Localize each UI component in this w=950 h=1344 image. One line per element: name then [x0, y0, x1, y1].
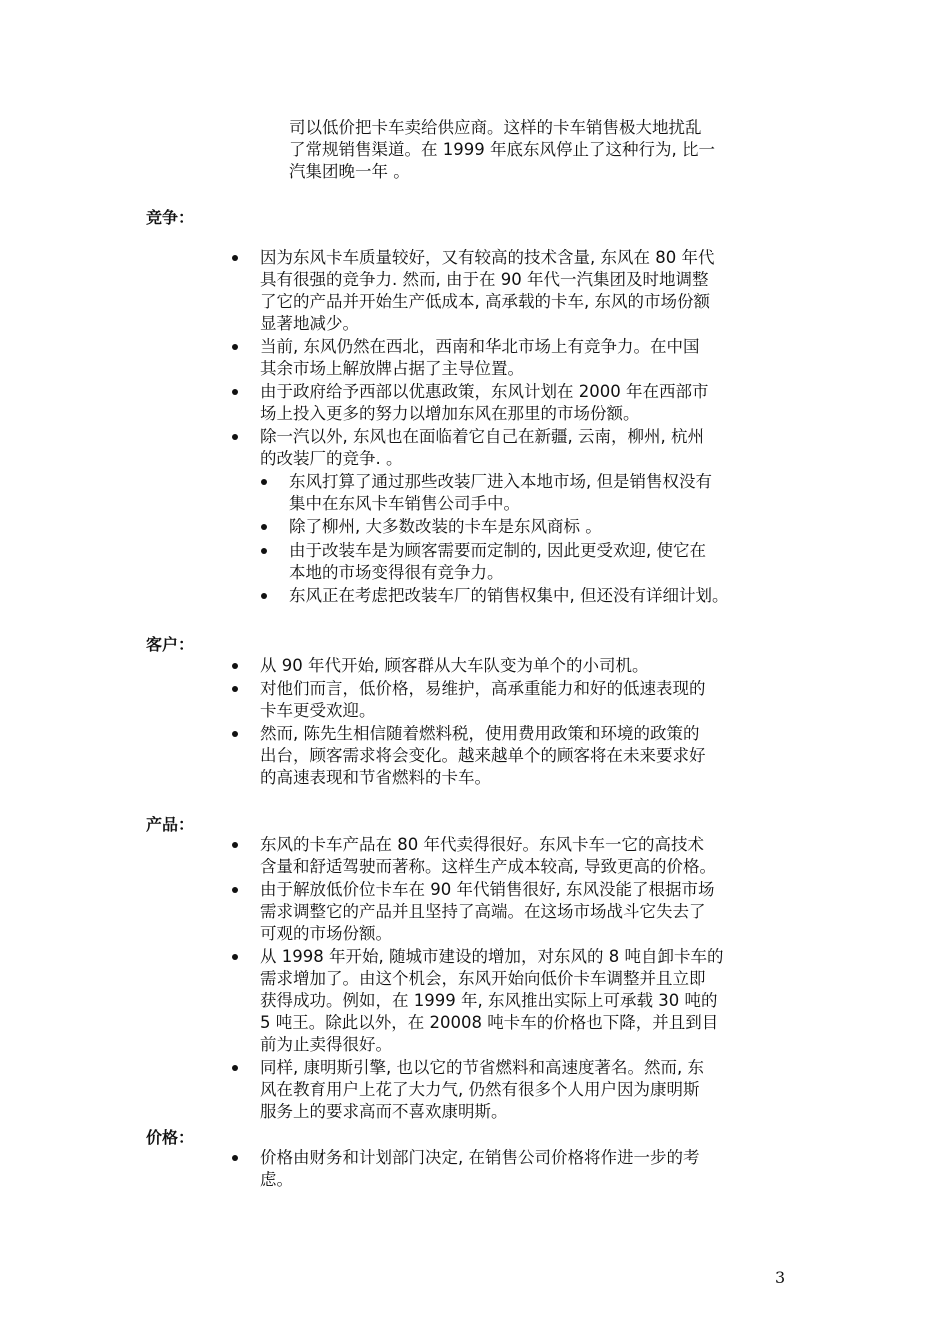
sub-bullet-icon — [261, 524, 267, 530]
list-item-line: 东风的卡车产品在 80 年代卖得很好。东风卡车一它的高技术 — [260, 835, 704, 854]
list-item-line: 前为止卖得很好。 — [260, 1035, 392, 1054]
sub-item-line: 本地的市场变得很有竞争力。 — [289, 563, 504, 582]
sub-bullet-icon — [261, 548, 267, 554]
list-item-line: 显著地减少。 — [260, 314, 359, 333]
list-item-line: 卡车更受欢迎。 — [260, 701, 376, 720]
sub-bullet-icon — [261, 479, 267, 485]
list-item-line: 对他们而言，低价格，易维护，高承重能力和好的低速表现的 — [260, 679, 706, 698]
list-item-line: 当前, 东风仍然在西北，西南和华北市场上有竞争力。在中国 — [260, 337, 700, 356]
list-item-line: 因为东风卡车质量较好，又有较高的技术含量, 东风在 80 年代 — [260, 248, 715, 267]
sub-item-line: 东风打算了通过那些改装厂进入本地市场, 但是销售权没有 — [289, 472, 712, 491]
list-item-line: 由于政府给予西部以优惠政策，东风计划在 2000 年在西部市 — [260, 382, 709, 401]
sub-bullet-icon — [261, 593, 267, 599]
bullet-icon — [232, 255, 238, 261]
list-item-line: 需求增加了。由这个机会，东风开始向低价卡车调整并且立即 — [260, 969, 706, 988]
list-item-line: 风在教育用户上花了大力气, 仍然有很多个人用户因为康明斯 — [260, 1080, 700, 1099]
list-item-line: 的改装厂的竞争. 。 — [260, 449, 403, 468]
sub-item-line: 除了柳州, 大多数改装的卡车是东风商标 。 — [289, 517, 602, 536]
list-item-line: 的高速表现和节省燃料的卡车。 — [260, 768, 491, 787]
list-item-line: 其余市场上解放牌占据了主导位置。 — [260, 359, 524, 378]
bullet-icon — [232, 1065, 238, 1071]
page-number: 3 — [775, 1268, 786, 1287]
list-item-line: 5 吨王。除此以外，在 20008 吨卡车的价格也下降，并且到目 — [260, 1013, 719, 1032]
list-item-line: 具有很强的竞争力. 然而, 由于在 90 年代一汽集团及时地调整 — [260, 270, 709, 289]
bullet-icon — [232, 954, 238, 960]
list-item-line: 然而, 陈先生相信随着燃料税，使用费用政策和环境的政策的 — [260, 724, 700, 743]
bullet-icon — [232, 686, 238, 692]
bullet-icon — [232, 731, 238, 737]
sub-item-line: 集中在东风卡车销售公司手中。 — [289, 494, 520, 513]
list-item-line: 了它的产品并开始生产低成本, 高承载的卡车, 东风的市场份额 — [260, 292, 710, 311]
list-item-line: 出台，顾客需求将会变化。越来越单个的顾客将在未来要求好 — [260, 746, 706, 765]
section-heading-products: 产品： — [146, 815, 195, 834]
list-item-line: 获得成功。例如，在 1999 年, 东风推出实际上可承载 30 吨的 — [260, 991, 718, 1010]
list-item-line: 虑。 — [260, 1170, 293, 1189]
section-heading-pricing: 价格： — [146, 1128, 195, 1147]
list-item-line: 从 1998 年开始, 随城市建设的增加，对东风的 8 吨自卸卡车的 — [260, 947, 724, 966]
section-heading-customers: 客户： — [146, 635, 195, 654]
list-item-line: 含量和舒适驾驶而著称。这样生产成本较高, 导致更高的价格。 — [260, 857, 716, 876]
bullet-icon — [232, 842, 238, 848]
bullet-icon — [232, 1155, 238, 1161]
bullet-icon — [232, 389, 238, 395]
list-item-line: 从 90 年代开始, 顾客群从大车队变为单个的小司机。 — [260, 656, 649, 675]
list-item-line: 服务上的要求高而不喜欢康明斯。 — [260, 1102, 508, 1121]
sub-item-line: 由于改装车是为顾客需要而定制的, 因此更受欢迎, 使它在 — [289, 541, 706, 560]
list-item-line: 场上投入更多的努力以增加东风在那里的市场份额。 — [260, 404, 640, 423]
section-heading-competition: 竞争： — [146, 208, 195, 227]
bullet-icon — [232, 434, 238, 440]
list-item-line: 同样, 康明斯引擎, 也以它的节省燃料和高速度著名。然而, 东 — [260, 1058, 704, 1077]
bullet-icon — [232, 344, 238, 350]
sub-item-line: 东风正在考虑把改装车厂的销售权集中, 但还没有详细计划。 — [289, 586, 729, 605]
intro-line: 汽集团晚一年 。 — [289, 162, 410, 181]
intro-line: 司以低价把卡车卖给供应商。这样的卡车销售极大地扰乱 — [289, 118, 702, 137]
list-item-line: 可观的市场份额。 — [260, 924, 392, 943]
bullet-icon — [232, 663, 238, 669]
list-item-line: 由于解放低价位卡车在 90 年代销售很好, 东风没能了根据市场 — [260, 880, 715, 899]
list-item-line: 除一汽以外, 东风也在面临着它自己在新疆, 云南，柳州, 杭州 — [260, 427, 704, 446]
bullet-icon — [232, 887, 238, 893]
intro-line: 了常规销售渠道。在 1999 年底东风停止了这种行为, 比一 — [289, 140, 715, 159]
list-item-line: 价格由财务和计划部门决定, 在销售公司价格将作进一步的考 — [260, 1148, 700, 1167]
list-item-line: 需求调整它的产品并且坚持了高端。在这场市场战斗它失去了 — [260, 902, 706, 921]
